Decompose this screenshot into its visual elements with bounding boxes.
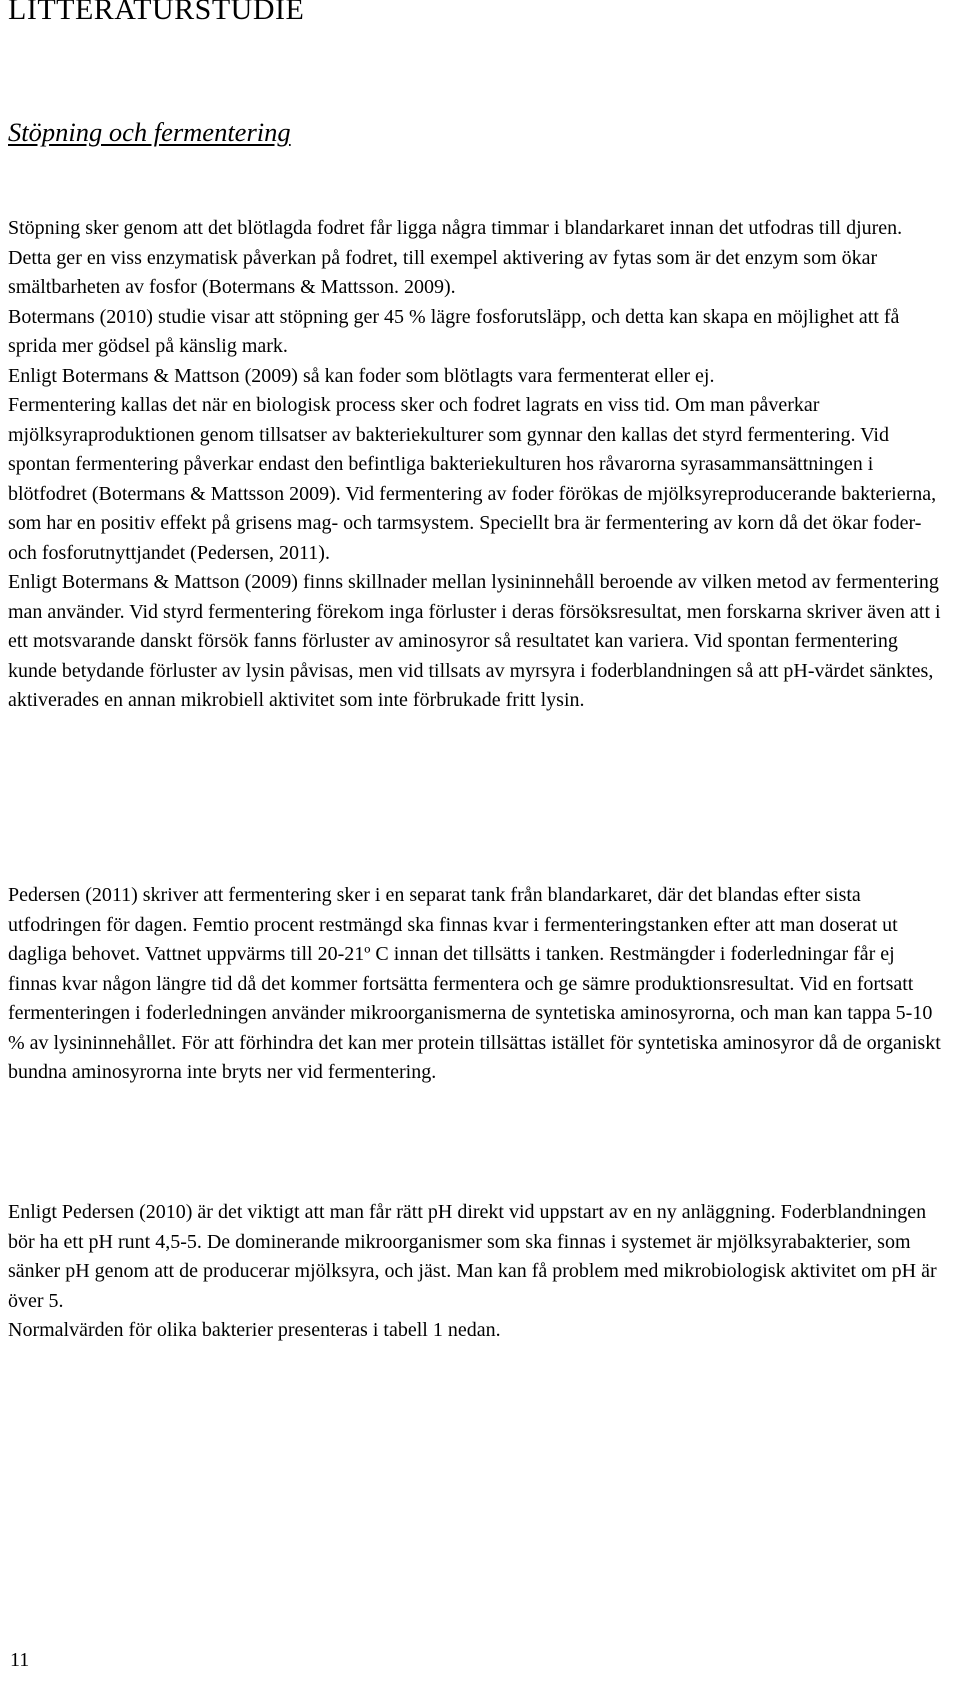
text-line: Enligt Pedersen (2010) är det viktigt att man får rätt pH direkt vid uppstart av en ny anläggning. Foderblandningen bör ha ett pH runt 4,5-5. De dominerande mikroorganismer som ska finnas i systemet är mjölksyrabakterier, som sänker pH genom att de producerar mjölksyra, och jäst. Man kan få problem med mikrobiologisk aktivitet om pH är över 5. [8,1201,937,1312]
section-heading: LITTERATURSTUDIE [8,0,305,26]
text-line: Enligt Botermans & Mattson (2009) så kan foder som blötlagts vara fermenterat eller ej. [8,364,715,387]
paragraph-pedersen-2011: Pedersen (2011) skriver att fermentering sker i en separat tank från blandarkaret, där det blandas efter sista utfodringen för dagen. Femtio procent restmängd ska finnas kvar i fermenteringstanken efter att man doserat ut dagliga behovet. Vattnet uppvärms till 20-21º C innan det tillsätts i tanken. Restmängder i foderledningar får ej finnas kvar någon längre tid då det kommer fortsätta fermentera och ge sämre produktionsresultat. Vid en fortsatt fermenteringen i foderledningen använder mikroorganismerna de syntetiska aminosyrorna, och man kan tappa 5-10 % av lysininnehållet. För att förhindra det kan mer protein tillsättas istället för syntetiska aminosyror då de organiskt bundna aminosyrorna inte bryts ner vid fermentering. [8,884,941,1083]
page-number: 11 [10,1649,30,1671]
text-line: Detta ger en viss enzymatisk påverkan på fodret, till exempel aktivering av fytas som är det enzym som ökar smältbarheten av fosfor (Botermans & Mattsson. 2009). [8,246,878,298]
text-line: Enligt Botermans & Mattson (2009) finns skillnader mellan lysininnehåll beroende av vilken metod av fermentering man använder. Vid styrd fermentering förekom inga förluster i deras försöksresultat, men forskarna skriver även att i ett motsvarande danskt försök fanns förluster av aminosyror så resultatet kan variera. Vid spontan fermentering kunde betydande förluster av lysin påvisas, men vid tillsats av myrsyra i foderblandningen så att pH-värdet sänktes, aktiverades en annan mikrobiell aktivitet som inte förbrukade fritt lysin. [8,571,941,711]
paragraph-pedersen-2010 [8,1198,946,1346]
subsection-heading: Stöpning och fermentering [8,117,291,147]
text-line: Botermans (2010) studie visar att stöpning ger 45 % lägre fosforutsläpp, och detta kan skapa en möjlighet att få sprida mer gödsel på känslig mark. [8,305,900,357]
text-line: Fermentering kallas det när en biologisk process sker och fodret lagrats en viss tid. Om man påverkar mjölksyraproduktionen genom tillsatser av bakteriekulturer som gynnar den kallas det styrd fermentering. Vid spontan fermentering påverkar endast den befintliga bakteriekulturen hos råvarorna syrasammansättningen i blötfodret (Botermans & Mattsson 2009). Vid fermentering av foder förökas de mjölksyreproducerande bakterierna, som har en positiv effekt på grisens mag- och tarmsystem. Speciellt bra är fermentering av korn då det ökar foder- och fosforutnyttjandet (Pedersen, 2011). [8,394,937,564]
paragraph-stopning [8,214,946,716]
text-line: Normalvärden för olika bakterier presenteras i tabell 1 nedan. [8,1319,501,1341]
text-line: Stöpning sker genom att det blötlagda fodret får ligga några timmar i blandarkaret innan det utfodras till djuren. [8,217,903,239]
